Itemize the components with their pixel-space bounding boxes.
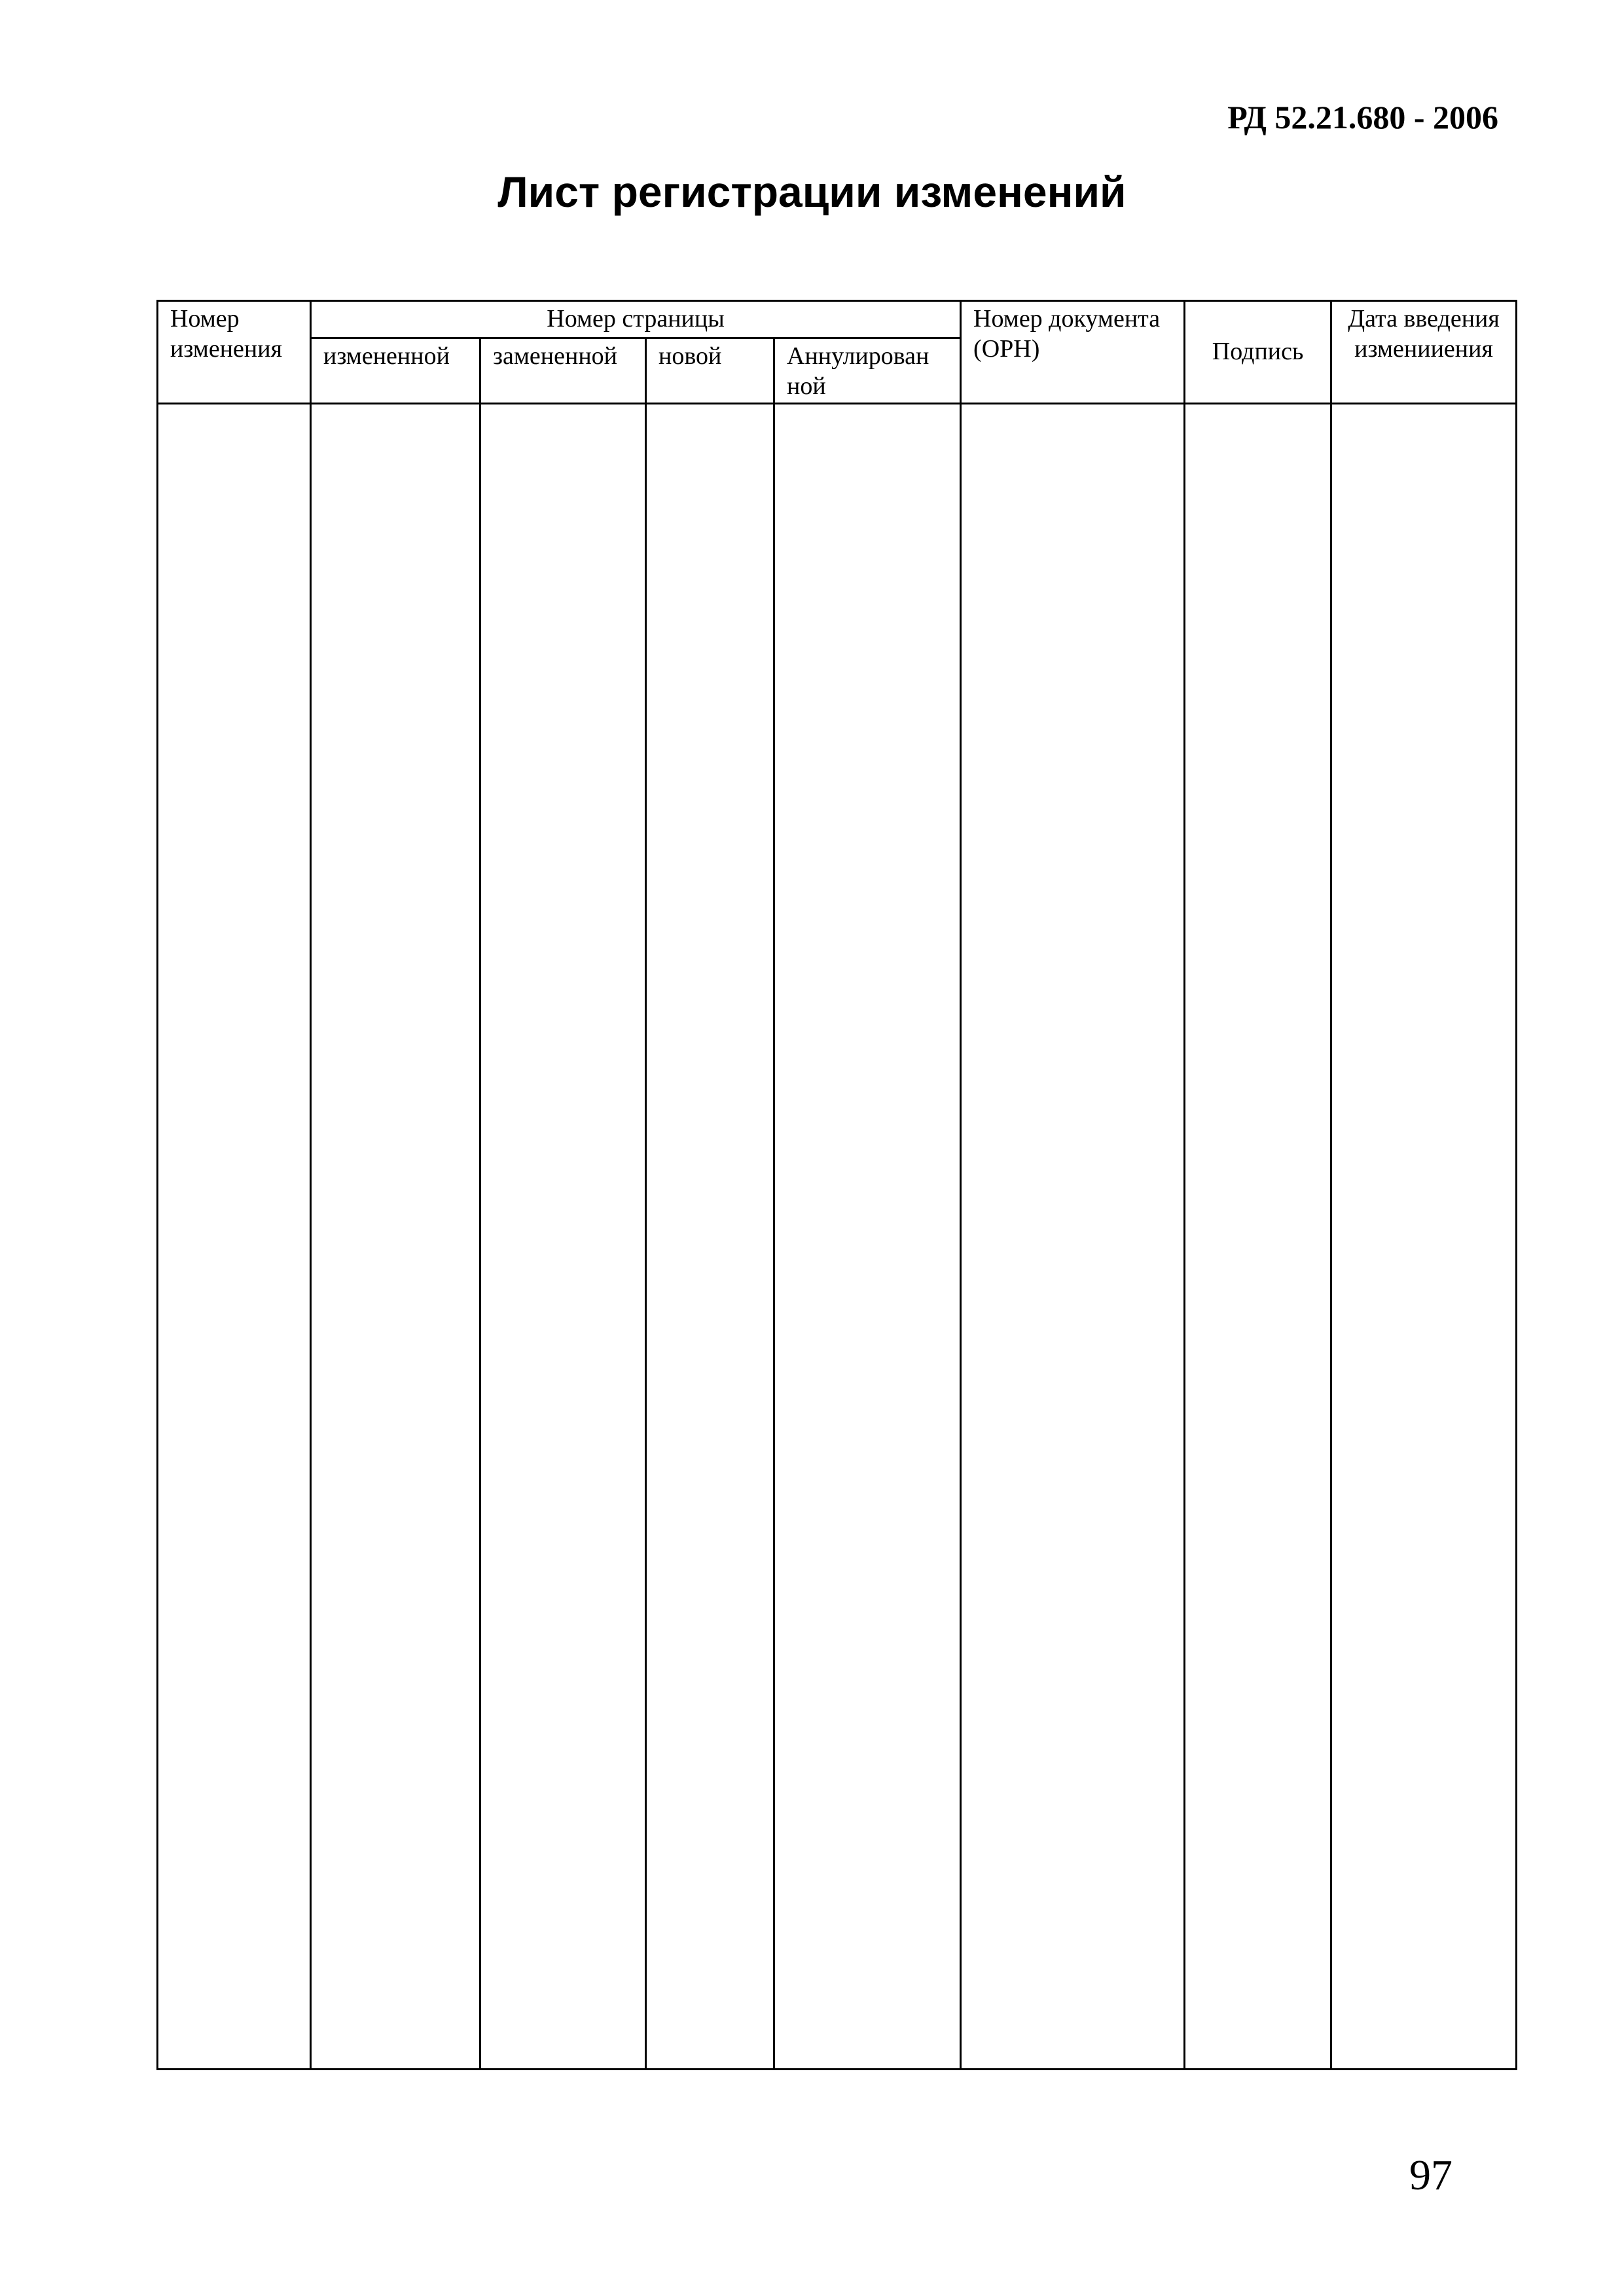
table-row: [158, 404, 1517, 2070]
column-header-new: [646, 338, 774, 404]
page-number: 97: [1409, 2151, 1453, 2199]
column-header-changed: [311, 338, 480, 404]
cell-document-number: [961, 404, 1185, 2070]
column-header-new-label: новой: [659, 342, 722, 370]
page-title: Лист регистрации изменений: [497, 168, 1127, 216]
column-header-date-label: Дата введения изменииения: [1348, 305, 1500, 363]
column-header-change-number: [158, 301, 311, 404]
column-header-document-number: [961, 301, 1185, 404]
cell-date: [1331, 404, 1517, 2070]
document-code: РД 52.21.680 - 2006: [1227, 99, 1498, 135]
change-registration-table: [156, 300, 1517, 2070]
cell-changed: [311, 404, 480, 2070]
cell-replaced: [480, 404, 646, 2070]
header-row-top: [158, 301, 1517, 338]
column-header-replaced: [480, 338, 646, 404]
column-header-document-number-label: Номер документа (ОРН): [973, 305, 1161, 363]
column-header-date: [1331, 301, 1517, 404]
column-group-page-number-label: Номер страницы: [547, 305, 725, 332]
column-header-signature: [1185, 301, 1331, 404]
cell-annulled: [774, 404, 961, 2070]
cell-signature: [1185, 404, 1331, 2070]
column-header-change-number-label: Номер изменения: [170, 305, 283, 363]
column-header-changed-label: измененной: [323, 342, 450, 370]
column-header-annulled: [774, 338, 961, 404]
cell-new: [646, 404, 774, 2070]
column-header-annulled-label: Аннулирован ной: [787, 342, 929, 400]
column-header-replaced-label: замененной: [493, 342, 617, 370]
cell-change-number: [158, 404, 311, 2070]
column-header-signature-label: Подпись: [1212, 338, 1304, 366]
column-group-page-number: [311, 301, 961, 338]
